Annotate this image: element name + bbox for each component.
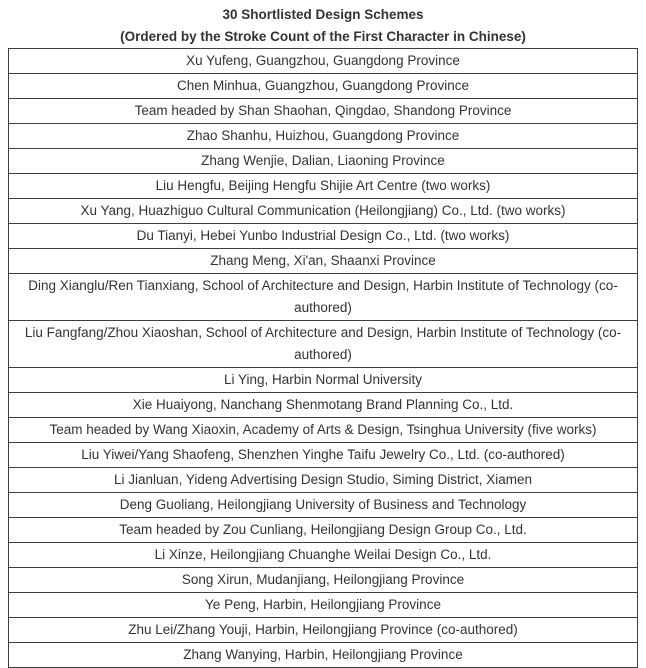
table-cell: Xu Yang, Huazhiguo Cultural Communication (Heilongjiang) Co., Ltd. (two works) — [9, 199, 638, 224]
table-row — [9, 543, 638, 568]
table-cell: Liu Hengfu, Beijing Hengfu Shijie Art Centre (two works) — [9, 174, 638, 199]
table-cell: Deng Guoliang, Heilongjiang University of Business and Technology — [9, 493, 638, 518]
table-row — [9, 224, 638, 249]
table-cell: Zhu Lei/Zhang Youji, Harbin, Heilongjiang Province (co-authored) — [9, 618, 638, 643]
table-row — [9, 249, 638, 274]
table-cell: Xie Huaiyong, Nanchang Shenmotang Brand Planning Co., Ltd. — [9, 393, 638, 418]
table-cell: Ye Peng, Harbin, Heilongjiang Province — [9, 593, 638, 618]
table-row — [9, 368, 638, 393]
table-row — [9, 274, 638, 321]
table-cell: Zhang Wenjie, Dalian, Liaoning Province — [9, 149, 638, 174]
table-cell: Team headed by Zou Cunliang, Heilongjiang Design Group Co., Ltd. — [9, 518, 638, 543]
table-cell: Zhao Shanhu, Huizhou, Guangdong Province — [9, 124, 638, 149]
table-row — [9, 643, 638, 668]
page-title: 30 Shortlisted Design Schemes — [222, 7, 424, 22]
table-cell: Chen Minhua, Guangzhou, Guangdong Province — [9, 74, 638, 99]
table-row — [9, 74, 638, 99]
table-row — [9, 618, 638, 643]
table-cell: Li Ying, Harbin Normal University — [9, 368, 638, 393]
table-cell: Ding Xianglu/Ren Tianxiang, School of Architecture and Design, Harbin Institute of Technology (co-authored) — [9, 274, 638, 321]
heading — [0, 0, 646, 48]
table-row — [9, 174, 638, 199]
table-cell: Song Xirun, Mudanjiang, Heilongjiang Province — [9, 568, 638, 593]
table-cell: Li Jianluan, Yideng Advertising Design Studio, Siming District, Xiamen — [9, 468, 638, 493]
page-subtitle: (Ordered by the Stroke Count of the First Character in Chinese) — [120, 29, 526, 44]
table-cell: Team headed by Shan Shaohan, Qingdao, Shandong Province — [9, 99, 638, 124]
table-row — [9, 99, 638, 124]
table-row — [9, 443, 638, 468]
table-row — [9, 321, 638, 368]
table-cell: Team headed by Wang Xiaoxin, Academy of Arts & Design, Tsinghua University (five works) — [9, 418, 638, 443]
table-row — [9, 593, 638, 618]
table-row — [9, 149, 638, 174]
table-cell: Du Tianyi, Hebei Yunbo Industrial Design Co., Ltd. (two works) — [9, 224, 638, 249]
table-row — [9, 393, 638, 418]
table-row — [9, 493, 638, 518]
table-row — [9, 418, 638, 443]
table-cell: Xu Yufeng, Guangzhou, Guangdong Province — [9, 49, 638, 74]
table-row — [9, 124, 638, 149]
shortlist-table — [8, 48, 638, 668]
table-row — [9, 49, 638, 74]
table-cell: Liu Yiwei/Yang Shaofeng, Shenzhen Yinghe Taifu Jewelry Co., Ltd. (co-authored) — [9, 443, 638, 468]
table-cell: Zhang Wanying, Harbin, Heilongjiang Province — [9, 643, 638, 668]
table-row — [9, 468, 638, 493]
table-cell: Liu Fangfang/Zhou Xiaoshan, School of Architecture and Design, Harbin Institute of Technology (co-authored) — [9, 321, 638, 368]
table-cell: Zhang Meng, Xi'an, Shaanxi Province — [9, 249, 638, 274]
table-row — [9, 518, 638, 543]
table-row — [9, 568, 638, 593]
table-row — [9, 199, 638, 224]
table-cell: Li Xinze, Heilongjiang Chuanghe Weilai Design Co., Ltd. — [9, 543, 638, 568]
